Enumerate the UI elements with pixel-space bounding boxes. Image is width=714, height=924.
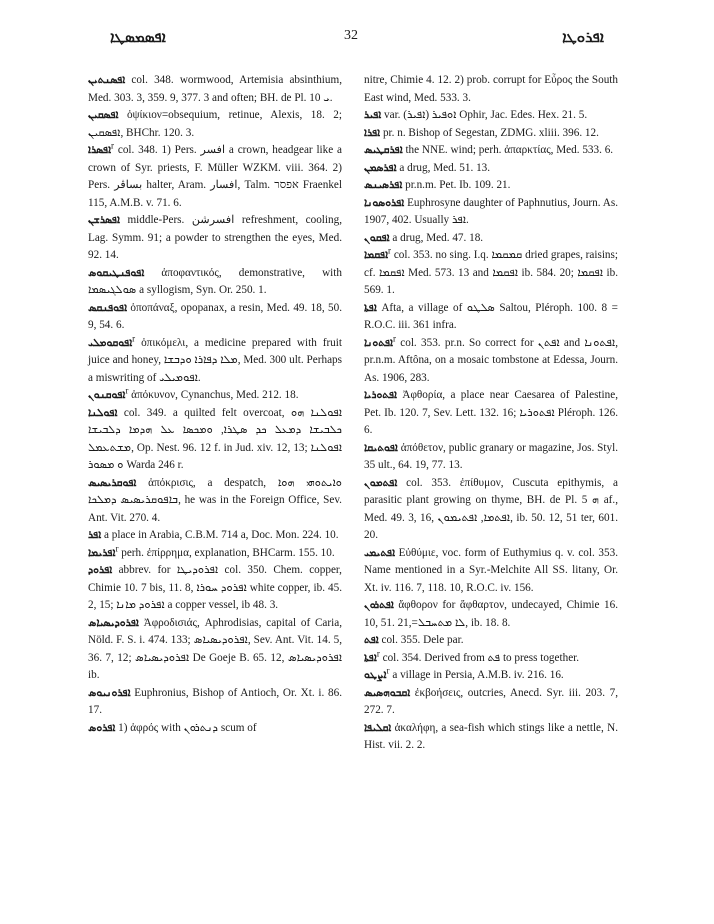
entry-headword: ܐܦܪܣܝܢܣ xyxy=(364,179,403,191)
entry-headword: ܐܦܘܦܢܩܣ xyxy=(88,301,128,314)
entry-text: perh. ἐπίρρημα, explanation, BHCarm. 155. 10. xyxy=(118,546,335,559)
dictionary-entry xyxy=(364,107,618,125)
dictionary-entry xyxy=(88,685,342,720)
entry-headword: ܐܦܣܩܝܢ xyxy=(88,109,119,121)
entry-headword: ܐܦܪܘܣ xyxy=(88,721,116,734)
entry-mark: r xyxy=(132,332,136,343)
page-number: 32 xyxy=(344,28,358,43)
entry-headword: ܐܦܪ xyxy=(88,529,102,541)
dictionary-entry xyxy=(364,332,618,388)
entry-headword: ܐܦܘܠܢܐ xyxy=(88,406,118,419)
dictionary-entry xyxy=(88,542,342,563)
entry-text: a place in Arabia, C.B.M. 714 a, Doc. Mon. 224. 10. xyxy=(101,529,339,541)
entry-headword: ܐܦܩܡܐ xyxy=(364,249,389,261)
dictionary-entry xyxy=(364,440,618,475)
entry-headword: ܐܩܒܘܗܣܝܣ xyxy=(364,686,411,699)
entry-text: pr.n.m. Pet. Ib. 109. 21. xyxy=(402,179,511,191)
entry-text: col. 353. ἐπίθυμον, Cuscuta epithymis, a parasitic plant growing on thyme, BH. de Pl. ܗ 5 af., Med. 49. 3, 16, ܐܦܬܡܐ, ܐܦܬܝܡܘܢ, ib. 50. 12, 51 ter, 601. 20. xyxy=(364,476,619,541)
dictionary-entry xyxy=(364,177,618,195)
entry-headword: ܐܦܪܘܕܝܣܝܐܣ xyxy=(88,616,139,629)
entry-mark: r xyxy=(386,665,390,676)
entry-headword: ܐܦܝܪ xyxy=(364,109,382,121)
left-column xyxy=(88,72,342,737)
dictionary-entry xyxy=(364,247,618,300)
entry-text: Afta, a village of ܣܠܛܘ Saltou, Pléroph. 100. 8 = R.O.C. iii. 361 infra. xyxy=(364,301,618,331)
dictionary-entry xyxy=(364,475,618,545)
entry-text: Εὐθύμιε, voc. form of Euthymius q. v. col. 353. Name mentioned in a Syr.-Melchite All SS. litany, Or. Xt. iv. 116. 7, 118. 10, R.O.C. iv. 156. xyxy=(364,546,618,594)
entry-headword: ܐܦܪܘܕ xyxy=(88,564,113,576)
entry-headword: ܐܦܪܣܡܢ xyxy=(364,161,397,174)
entry-mark: r xyxy=(376,647,380,658)
entry-headword: ܐܦܣܢܬܝܢ xyxy=(88,74,126,86)
entry-headword: ܐܦܪܘܣܘܢܐ xyxy=(364,196,405,209)
entry-mark: r xyxy=(392,332,396,343)
dictionary-entry xyxy=(88,142,342,212)
entry-text: a drug, Med. 51. 13. xyxy=(396,161,491,174)
running-head xyxy=(0,24,714,54)
entry-text: nitre, Chimie 4. 12. 2) prob. corrupt for Εὖρος the South East wind, Med. 533. 3. xyxy=(364,74,618,104)
entry-headword: ܐܦܩܘܢ xyxy=(364,231,390,244)
dictionary-entry xyxy=(364,160,618,178)
entry-text: col. 354. Derived from ܦܬ to press together. xyxy=(379,651,580,664)
entry-headword: ܐܦܬܡܘܢ xyxy=(364,476,398,489)
dictionary-entry xyxy=(364,647,618,668)
entry-text: ἀποφαντικός, demonstrative, with ܣܘܠܓܝܣܡܐ a syllogism, Syn. Or. 250. 1. xyxy=(88,266,342,296)
dictionary-entry xyxy=(364,387,618,440)
entry-mark: r xyxy=(115,542,119,553)
entry-text: ἀπόκυνον, Cynanchus, Med. 212. 18. xyxy=(128,389,299,401)
entry-headword: ܐܦܪܐ xyxy=(364,126,381,139)
dictionary-entry xyxy=(88,212,342,265)
entry-headword: ܐܦܪܝܡܐ xyxy=(88,546,116,559)
entry-headword: ܐܦܬܐ xyxy=(364,301,377,314)
dictionary-entry xyxy=(364,545,618,598)
entry-text: ἀπόκρισις, a despatch, ܘܐܝܬܘܗܝ ܗܘܐ ܒܐܦܘܩܪܝܣܝܣ ܕܡܠܟܐ, he was in the Foreign Office, Sev. Ant. Vit. 270. 4. xyxy=(88,476,342,524)
dictionary-entry xyxy=(364,230,618,248)
right-column xyxy=(364,72,618,755)
entry-headword: ܐܦܘܩܪܝܣܝܣ xyxy=(88,476,137,489)
dictionary-entry xyxy=(88,387,342,405)
entry-headword: ܐܦܬܐ xyxy=(364,651,377,664)
entry-text: col. 348. 1) Pers. افسر a crown, headgear like a crown of Syr. priests, F. Müller WZKM. viii. 364. 2) Pers. بساڤر halter, Aram. افسار, Talm. אפסר Fraenkel 115, A.M.B. v. 71. 6. xyxy=(88,144,342,209)
entry-headword: ܐܦܬ xyxy=(364,634,379,646)
dictionary-entry xyxy=(364,300,618,335)
entry-headword: ܐܩܠܝܦܐ xyxy=(364,721,392,734)
entry-text: ὀπικόμελι, a medicine prepared with fruit juice and honey, ܡܠܐ ܕܦܐܪܐ ܘܕܒܫܐ, Med. 300 ult. Perhaps a miswriting of ܐܦܘܡܝܠܝ. xyxy=(88,336,342,384)
dictionary-entry xyxy=(364,667,618,685)
entry-headword: ܐܦܣܪܐ xyxy=(88,144,112,156)
dictionary-entry xyxy=(364,685,618,720)
entry-text: pr. n. Bishop of Segestan, ZDMG. xliii. 396. 12. xyxy=(380,126,599,139)
dictionary-entry xyxy=(88,720,342,738)
entry-text: a drug, Med. 47. 18. xyxy=(389,231,484,244)
entry-headword: ܐܦܪܩܛܝܣ xyxy=(364,144,403,156)
entry-headword: ܐܦܘܩܢܘܢ xyxy=(88,389,126,401)
entry-text: col. 353. pr.n. So correct for ܐܦܬܢ and ܐܦܬܘܢܐ, pr.n.m. Aftôna, on a mosaic tombstone at Edessa, Journ. As. 1906, 283. xyxy=(364,336,618,384)
entry-text: the NNE. wind; perh. ἀπαρκτίας, Med. 533. 6. xyxy=(402,144,614,156)
entry-text: var. ܐܘܦܝܪ (ܐܦܝܪ) Ophir, Jac. Edes. Hex. 21. 5. xyxy=(381,109,588,121)
entry-text: col. 355. Dele par. xyxy=(378,634,464,646)
dictionary-entry xyxy=(88,405,342,475)
dictionary-entry xyxy=(88,300,342,335)
running-head-right: ܐܦܪܘܛܐ xyxy=(562,28,604,46)
entry-text: ἄφθορον for ἄφθαρτον, undecayed, Chimie 16. 10, 51. 21,=ܠܐ ܡܬܚܒܠ, ib. 18. 8. xyxy=(364,599,618,629)
entry-text: col. 353. no sing. I.q. ܩܡܩܡܐ dried grapes, raisins; cf. ܐܦܩܡܐ Med. 573. 13 and ܐܦܩܡܐ ib. 584. 20; ܐܦܩܡܐ ib. 569. 1. xyxy=(364,249,619,296)
entry-mark: r xyxy=(111,140,115,151)
entry-text: middle-Pers. افسرشن refreshment, cooling, Lag. Symm. 91; a powder to strengthen the eyes, Med. 92. 14. xyxy=(88,214,342,261)
dictionary-entry xyxy=(364,597,618,632)
entry-text: 1) ἀφρός with ܕܢܬܪܘܢ scum of xyxy=(115,721,257,734)
entry-headword: ܐܦܬܪܘܢ xyxy=(364,599,394,611)
entry-headword: ܐܦܬܘܢܐ xyxy=(364,336,393,349)
dictionary-entry xyxy=(364,142,618,160)
entry-text: Ἀφθορία, a place near Caesarea of Palestine, Pet. Ib. 120. 7, Sev. Lett. 132. 16; ܐܦܬܘܪܝܐ Pléroph. 126. 6. xyxy=(364,389,618,436)
dictionary-entry xyxy=(364,720,618,755)
entry-mark: r xyxy=(125,385,129,396)
dictionary-entry xyxy=(364,195,618,230)
dictionary-entry xyxy=(88,475,342,528)
entry-text: ὀψίκιον=obsequium, retinue, Alexis, 18. 2; ܐܦܣܩܝܢ, BHChr. 120. 3. xyxy=(88,109,342,139)
entry-headword: ܐܦܘܦܢܛܝܩܘܣ xyxy=(88,266,145,279)
dictionary-entry xyxy=(88,72,342,107)
dictionary-entry xyxy=(88,265,342,300)
entry-text: Euphrosyne daughter of Paphnutius, Journ. As. 1907, 402. Usually ܐܦܪ. xyxy=(364,196,618,226)
entry-text: abbrev. for ܐܦܪܘܕܝܛܐ col. 350. Chem. copper, Chimie 10. 7 bis, 11. 8, ܐܦܪܘܕ ܚܘܪܐ white copper, ib. 45. 2, 15; ܐܦܪܘܕ ܡܐܢܐ a copper vessel, ib 48. 3. xyxy=(88,564,342,611)
dictionary-entry xyxy=(88,107,342,142)
entry-text: ἀκαλήφη, a sea-fish which stings like a nettle, N. Hist. vii. 2. 2. xyxy=(364,721,618,751)
entry-text: ἐκβοήσεις, outcries, Anecd. Syr. iii. 203. 7, 272. 7. xyxy=(364,686,618,716)
entry-headword: ܐܦܘܬܝܩܐ xyxy=(364,441,398,454)
dictionary-entry xyxy=(364,125,618,143)
entry-mark: r xyxy=(388,245,392,256)
entry-text: Ἀφροδισιάς, Aphrodisias, capital of Caria, Nöld. F. S. i. 474. 133; ܐܦܪܘܕܝܣܝܐܣ, Sev. Ant. Vit. 14. 5, 36. 7, 12; ܐܦܪܘܕܝܣܝܐܣ De Goeje B. 65. 12, ܐܦܪܘܕܝܣܝܐܣ ib. xyxy=(88,616,343,681)
entry-text: Euphronius, Bishop of Antioch, Or. Xt. i. 86. 17. xyxy=(88,686,342,716)
dictionary-entry xyxy=(364,632,618,650)
entry-text: a village in Persia, A.M.B. iv. 216. 16. xyxy=(389,669,564,681)
dictionary-entry xyxy=(364,72,618,107)
dictionary-entry xyxy=(88,332,342,388)
entry-text: col. 349. a quilted felt overcoat, ܐܦܘܠܢܐ ܗܘ ܟܠܒܝܫܐ ܕܡܥܠ ܟܕ ܣܛܪܐ, ܘܡܟܣܐ ܥܠ ܗܕܡܐ ܕܠܒܝܫܐ ܡܫܬܥܡܠ, Op. Nest. 96. 12 f. in Jud. xiv. 12, 13; ܐܦܘܠܢܐ ܘ ܡܣܘܪ Warda 246 r. xyxy=(88,406,343,471)
entry-headword: ܐܨܛܘ xyxy=(364,669,387,681)
entry-headword: ܐܦܬܝܡܝ xyxy=(364,546,396,559)
entry-headword: ܐܦܣܪܫܢ xyxy=(88,214,120,226)
entry-headword: ܐܦܬܘܪܝܐ xyxy=(364,389,397,401)
dictionary-entry xyxy=(88,562,342,615)
running-head-left: ܐܦܣܡܣܛܐ xyxy=(110,28,166,46)
entry-headword: ܐܦܪܘܢܝܘܣ xyxy=(88,686,131,699)
dictionary-entry xyxy=(88,527,342,545)
entry-headword: ܐܦܘܩܘܡܠܝ xyxy=(88,336,133,349)
entry-text: ἀπόθετον, public granary or magazine, Jos. Styl. 35 ult., 64. 19, 77. 13. xyxy=(364,441,618,471)
entry-text: col. 348. wormwood, Artemisia absinthium, Med. 303. 3, 359. 9, 377. 3 and often; BH. de Pl. ܝ 10. xyxy=(88,74,342,104)
entry-text: ὀποπάναξ, opopanax, a resin, Med. 49. 18, 50. 9, 54. 6. xyxy=(88,301,342,331)
dictionary-entry xyxy=(88,615,342,685)
